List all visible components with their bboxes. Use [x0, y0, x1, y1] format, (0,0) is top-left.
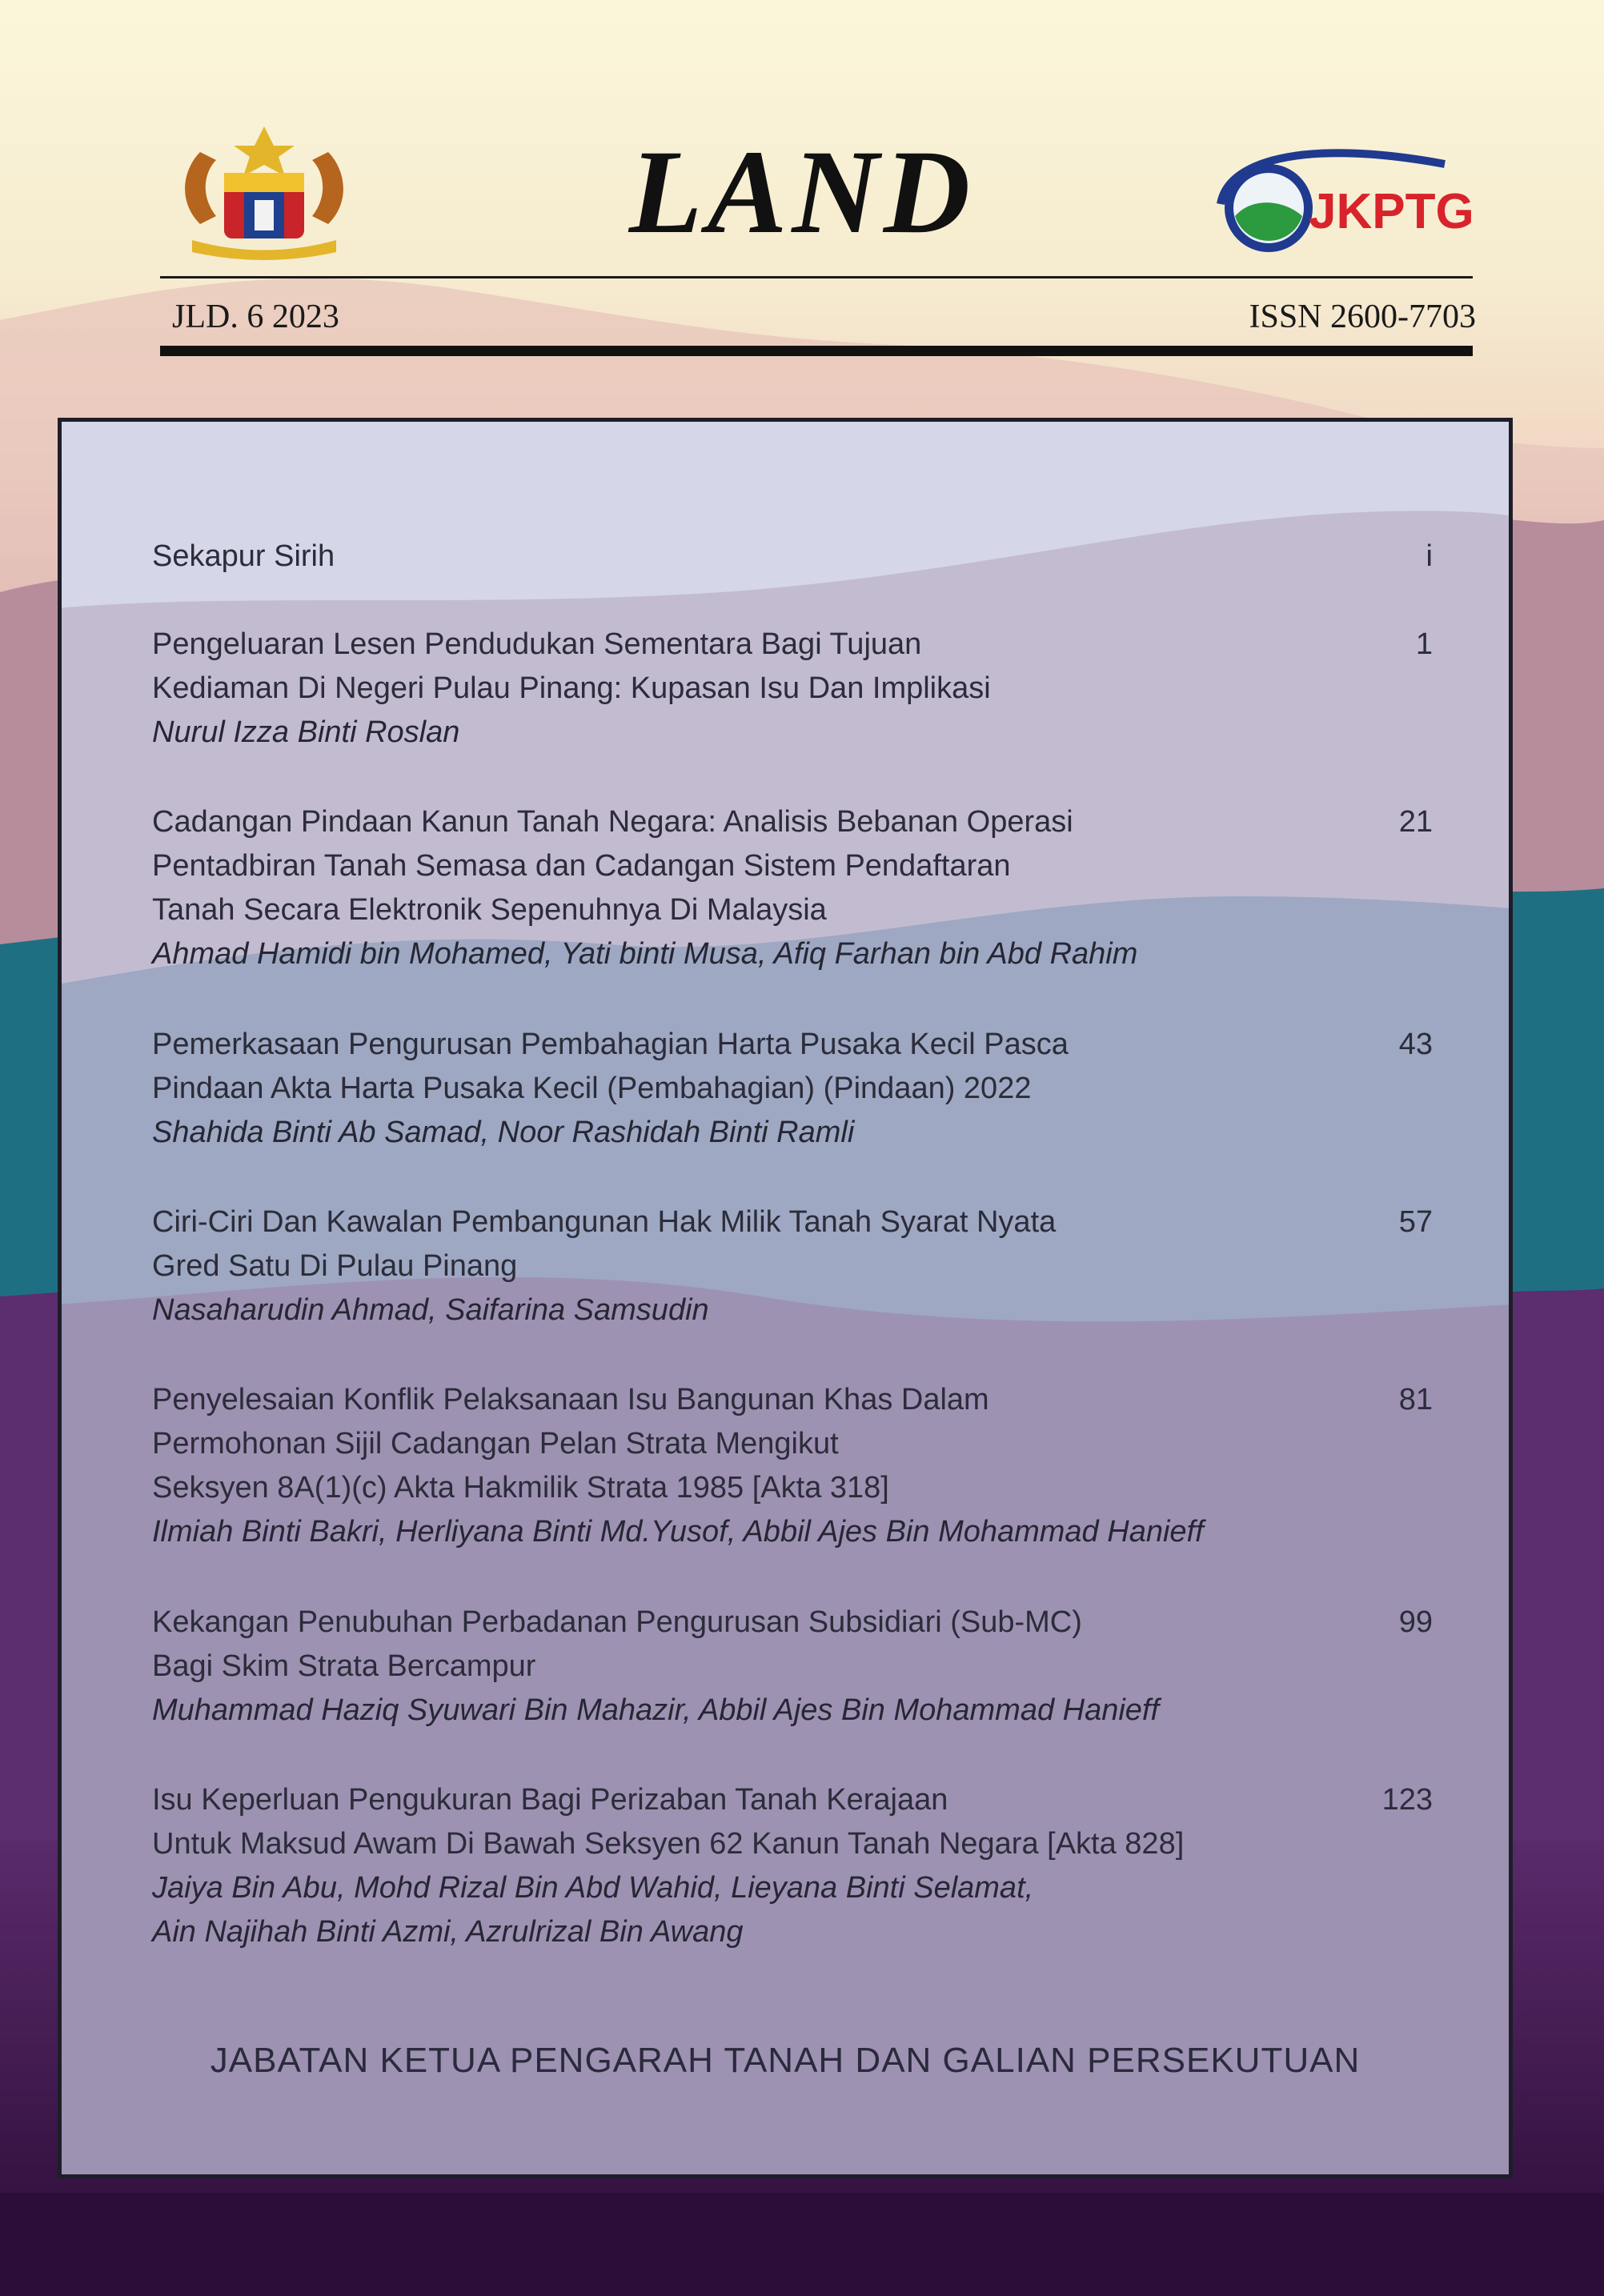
toc-entry[interactable] [152, 535, 1433, 579]
toc-entry[interactable] [152, 1378, 1433, 1554]
header-rule-thick [160, 346, 1473, 356]
toc-entry-title: Kekangan Penubuhan Perbadanan Pengurusan Subsidiari (Sub-MC) Bagi Skim Strata Bercampur [152, 1605, 1082, 1683]
toc-entry[interactable] [152, 623, 1433, 755]
toc-entry-page: 21 [1398, 805, 1433, 839]
toc-entry-title: Ciri-Ciri Dan Kawalan Pembangunan Hak Milik Tanah Syarat Nyata Gred Satu Di Pulau Pinang [152, 1205, 1057, 1283]
toc-entry[interactable] [152, 800, 1433, 976]
toc-entry-page: 1 [1415, 627, 1433, 661]
toc-entry-title: Cadangan Pindaan Kanun Tanah Negara: Analisis Bebanan Operasi Pentadbiran Tanah Semasa dan Cadangan Sistem Pendaftaran Tanah Secara Elektronik Sepenuhnya Di Malaysia [152, 805, 1073, 927]
toc-entry-authors: Nurul Izza Binti Roslan [152, 715, 460, 749]
toc-entry[interactable] [152, 1200, 1433, 1332]
toc-entry[interactable] [152, 1778, 1433, 1954]
toc-entry-authors: Nasaharudin Ahmad, Saifarina Samsudin [152, 1293, 709, 1327]
toc-entry-page: 43 [1398, 1028, 1433, 1061]
toc-entry-title: Pengeluaran Lesen Pendudukan Sementara Bagi Tujuan Kediaman Di Negeri Pulau Pinang: Kupasan Isu Dan Implikasi [152, 627, 991, 705]
toc-entry-title: Isu Keperluan Pengukuran Bagi Perizaban Tanah Kerajaan Untuk Maksud Awam Di Bawah Seksyen 62 Kanun Tanah Negara [Akta 828] [152, 1783, 1185, 1861]
toc-entry-authors: Ilmiah Binti Bakri, Herliyana Binti Md.Yusof, Abbil Ajes Bin Mohammad Hanieff [152, 1515, 1204, 1549]
publisher-name: JABATAN KETUA PENGARAH TANAH DAN GALIAN PERSEKUTUAN [210, 2041, 1361, 2080]
toc-entry[interactable] [152, 1601, 1433, 1733]
toc-entry-page: 99 [1398, 1605, 1433, 1639]
toc-entry-title: Pemerkasaan Pengurusan Pembahagian Harta Pusaka Kecil Pasca Pindaan Akta Harta Pusaka Kecil (Pembahagian) (Pindaan) 2022 [152, 1028, 1069, 1105]
toc-entry[interactable] [152, 1023, 1433, 1155]
toc-entry-authors: Ahmad Hamidi bin Mohamed, Yati binti Musa, Afiq Farhan bin Abd Rahim [152, 937, 1138, 971]
toc-entry-page: 81 [1398, 1383, 1433, 1416]
toc-entry-title: Sekapur Sirih [152, 539, 335, 573]
volume-year: JLD. 6 2023 [172, 299, 339, 335]
toc-entry-page: 123 [1381, 1783, 1433, 1817]
toc-entry-page: i [1426, 539, 1433, 573]
issn: ISSN 2600-7703 [1249, 299, 1476, 335]
toc-entry-authors: Muhammad Haziq Syuwari Bin Mahazir, Abbil Ajes Bin Mohammad Hanieff [152, 1693, 1160, 1727]
toc-entry-page: 57 [1398, 1205, 1433, 1239]
toc-entry-authors: Shahida Binti Ab Samad, Noor Rashidah Binti Ramli [152, 1116, 855, 1149]
header-rule-thin [160, 276, 1473, 278]
toc-entry-authors: Jaiya Bin Abu, Mohd Rizal Bin Abd Wahid, Lieyana Binti Selamat, Ain Najihah Binti Azmi, Azrulrizal Bin Awang [152, 1871, 1034, 1949]
svg-text:JKPTG: JKPTG [1309, 184, 1474, 239]
toc-entry-title: Penyelesaian Konflik Pelaksanaan Isu Bangunan Khas Dalam Permohonan Sijil Cadangan Pelan Strata Mengikut Seksyen 8A(1)(c) Akta Hakmilik Strata 1985 [Akta 318] [152, 1383, 989, 1505]
journal-title: LAND [628, 126, 976, 258]
jkptg-logo-icon [1205, 132, 1477, 260]
